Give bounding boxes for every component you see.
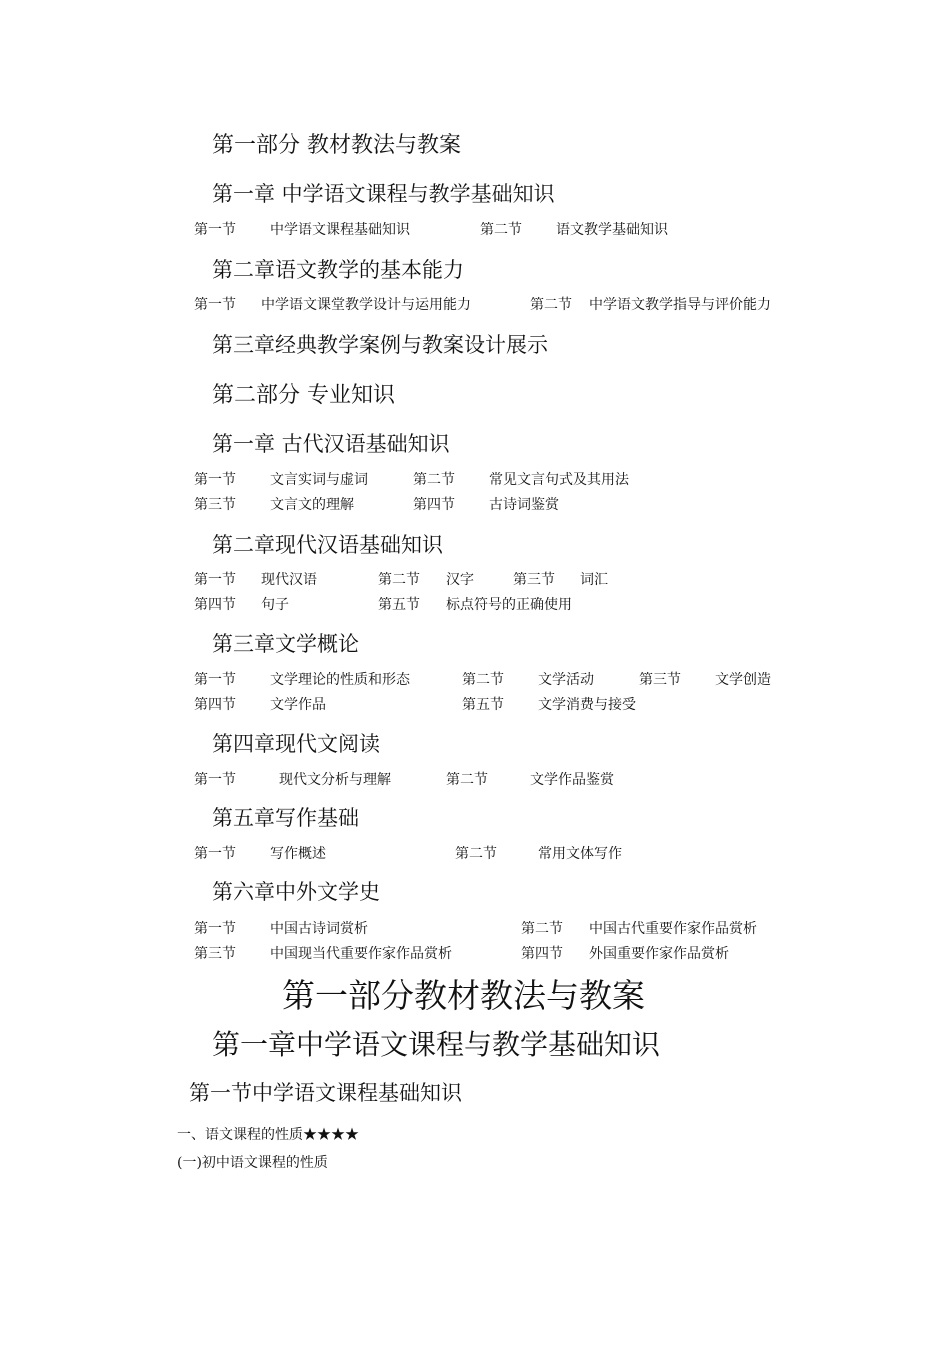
toc-section-label: 第五节 — [378, 597, 420, 613]
toc-section-title: 现代文分析与理解 — [279, 772, 391, 788]
toc-section-label: 第一节 — [194, 222, 236, 238]
body-subheading-item1: (一)初中语文课程的性质 — [177, 1155, 328, 1171]
toc-section-label: 第一节 — [194, 772, 236, 788]
toc-section-title: 标点符号的正确使用 — [446, 597, 572, 613]
toc-p2-chapter2: 第二章现代汉语基础知识 — [212, 533, 443, 557]
toc-section-title: 文学消费与接受 — [538, 697, 636, 713]
toc-section-title: 文言文的理解 — [270, 497, 354, 513]
toc-p2-chapter6: 第六章中外文学史 — [212, 880, 380, 904]
toc-part1-heading: 第一部分 教材教法与教案 — [212, 133, 461, 158]
toc-section-label: 第一节 — [194, 297, 236, 313]
toc-section-title: 写作概述 — [270, 846, 326, 862]
body-heading-item1: 一、语文课程的性质★★★★ — [177, 1127, 359, 1143]
toc-section-title: 常用文体写作 — [538, 846, 622, 862]
toc-section-label: 第二节 — [462, 672, 504, 688]
toc-section-label: 第一节 — [194, 572, 236, 588]
toc-p2-chapter1: 第一章 古代汉语基础知识 — [212, 432, 450, 456]
toc-section-title: 中学语文课程基础知识 — [270, 222, 410, 238]
toc-p2-chapter3: 第三章文学概论 — [212, 632, 359, 656]
toc-section-title: 文学作品 — [270, 697, 326, 713]
toc-section-label: 第一节 — [194, 846, 236, 862]
toc-section-label: 第四节 — [413, 497, 455, 513]
toc-section-label: 第五节 — [462, 697, 504, 713]
toc-section-title: 中国古诗词赏析 — [270, 921, 368, 937]
toc-section-label: 第二节 — [378, 572, 420, 588]
toc-section-title: 词汇 — [580, 572, 608, 588]
toc-section-label: 第三节 — [194, 497, 236, 513]
toc-part2-heading: 第二部分 专业知识 — [212, 383, 395, 408]
toc-section-label: 第四节 — [521, 946, 563, 962]
toc-section-label: 第一节 — [194, 921, 236, 937]
toc-p2-chapter5: 第五章写作基础 — [212, 806, 359, 830]
toc-p1-chapter3: 第三章经典教学案例与教案设计展示 — [212, 333, 548, 357]
toc-p1-chapter1: 第一章 中学语文课程与教学基础知识 — [212, 182, 555, 206]
body-chapter-title: 第一章中学语文课程与教学基础知识 — [212, 1028, 661, 1061]
toc-section-label: 第二节 — [480, 222, 522, 238]
toc-section-title: 文言实词与虚词 — [270, 472, 368, 488]
toc-section-title: 常见文言句式及其用法 — [489, 472, 629, 488]
toc-section-label: 第二节 — [455, 846, 497, 862]
toc-section-label: 第三节 — [513, 572, 555, 588]
body-section-title: 第一节中学语文课程基础知识 — [189, 1081, 462, 1105]
toc-section-label: 第一节 — [194, 672, 236, 688]
toc-section-title: 文学创造 — [715, 672, 771, 688]
toc-section-title: 现代汉语 — [261, 572, 317, 588]
toc-section-title: 中国古代重要作家作品赏析 — [589, 921, 757, 937]
toc-section-label: 第二节 — [521, 921, 563, 937]
toc-section-title: 外国重要作家作品赏析 — [589, 946, 729, 962]
toc-section-label: 第三节 — [194, 946, 236, 962]
toc-section-title: 语文教学基础知识 — [556, 222, 668, 238]
toc-section-title: 文学活动 — [538, 672, 594, 688]
toc-section-label: 第三节 — [639, 672, 681, 688]
toc-section-title: 古诗词鉴赏 — [489, 497, 559, 513]
toc-section-label: 第二节 — [446, 772, 488, 788]
toc-section-title: 中学语文教学指导与评价能力 — [589, 297, 771, 313]
toc-section-label: 第二节 — [530, 297, 572, 313]
toc-section-title: 文学理论的性质和形态 — [270, 672, 410, 688]
toc-section-title: 中国现当代重要作家作品赏析 — [270, 946, 452, 962]
body-part-title: 第一部分教材教法与教案 — [282, 976, 645, 1015]
toc-section-label: 第四节 — [194, 597, 236, 613]
toc-p1-chapter2: 第二章语文教学的基本能力 — [212, 258, 464, 282]
toc-section-title: 句子 — [261, 597, 289, 613]
toc-section-title: 中学语文课堂教学设计与运用能力 — [261, 297, 471, 313]
toc-section-title: 汉字 — [446, 572, 474, 588]
toc-section-title: 文学作品鉴赏 — [530, 772, 614, 788]
toc-section-label: 第四节 — [194, 697, 236, 713]
toc-section-label: 第二节 — [413, 472, 455, 488]
toc-section-label: 第一节 — [194, 472, 236, 488]
toc-p2-chapter4: 第四章现代文阅读 — [212, 732, 380, 756]
